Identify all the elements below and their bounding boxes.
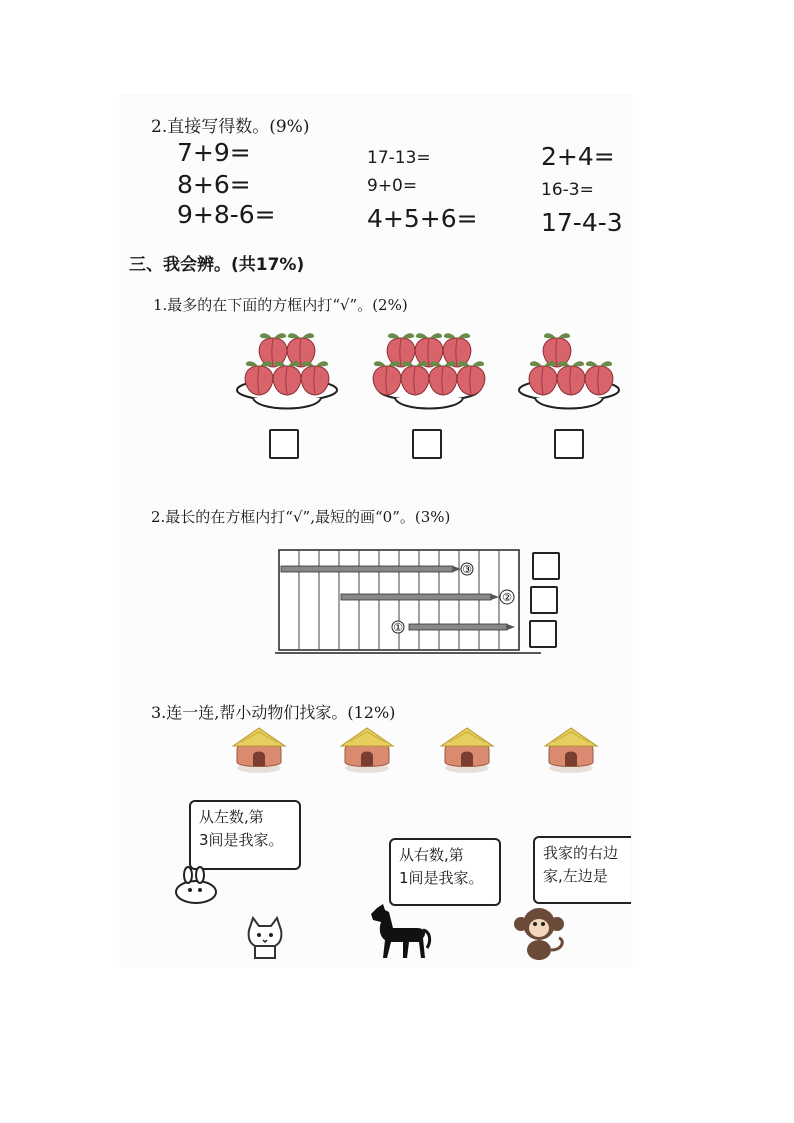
equation: 9+0=	[367, 176, 418, 196]
pencil-icon	[341, 594, 499, 600]
speech-bubble-rabbit	[189, 800, 301, 870]
bubble-line: 3间是我家。	[199, 831, 284, 849]
cat-icon	[243, 916, 289, 960]
peach-icon	[387, 333, 415, 367]
pencil-label-3: ③	[462, 563, 472, 576]
bubble-line: 1间是我家。	[399, 869, 484, 887]
pencil-label-2: ②	[502, 591, 512, 604]
house-icon	[441, 728, 493, 773]
worksheet	[121, 96, 631, 966]
equation: 2+4=	[541, 142, 615, 171]
equation: 9+8-6=	[177, 200, 276, 229]
peach-icon	[543, 333, 571, 367]
equation: 16-3=	[541, 180, 594, 200]
pencil-icon	[281, 566, 461, 572]
rabbit-icon	[171, 866, 221, 906]
pencil-label-1: ①	[393, 621, 403, 634]
house-icon	[233, 728, 285, 773]
equation: 17-4-3	[541, 208, 623, 237]
question-3-1-title: 1.最多的在下面的方框内打“√”。(2%)	[153, 296, 408, 314]
answer-box-pencil-2[interactable]	[530, 586, 558, 614]
speech-bubble-monkey	[533, 836, 631, 904]
peach-plates-figure	[121, 322, 631, 432]
house-icon	[545, 728, 597, 773]
pencil-grid-figure	[271, 546, 546, 658]
equation: 4+5+6=	[367, 204, 478, 233]
answer-box-plate-3[interactable]	[554, 429, 584, 459]
answer-box-plate-2[interactable]	[412, 429, 442, 459]
bubble-line: 从左数,第	[199, 808, 264, 826]
peach-icon	[585, 361, 613, 395]
peach-icon	[443, 333, 471, 367]
equation: 7+9=	[177, 138, 251, 167]
peach-icon	[259, 333, 287, 367]
monkey-icon	[511, 906, 569, 962]
question-3-2-title: 2.最长的在方框内打“√”,最短的画“0”。(3%)	[151, 508, 451, 526]
bubble-line: 从右数,第	[399, 846, 464, 864]
houses-figure	[121, 724, 631, 784]
pencil-icon	[409, 624, 515, 630]
answer-box-pencil-3[interactable]	[532, 552, 560, 580]
section-3-title: 三、我会辨。(共17%)	[129, 255, 305, 275]
answer-box-plate-1[interactable]	[269, 429, 299, 459]
peach-icon	[287, 333, 315, 367]
bubble-line: 家,左边是	[543, 867, 608, 885]
question-3-3-title: 3.连一连,帮小动物们找家。(12%)	[151, 703, 396, 722]
equation: 8+6=	[177, 170, 251, 199]
answer-box-pencil-1[interactable]	[529, 620, 557, 648]
peach-icon	[415, 333, 443, 367]
equation: 17-13=	[367, 148, 431, 168]
speech-bubble-horse	[389, 838, 501, 906]
bubble-line: 我家的右边	[543, 844, 619, 862]
horse-icon	[363, 902, 433, 962]
house-icon	[341, 728, 393, 773]
question-2-title: 2.直接写得数。(9%)	[151, 117, 310, 137]
